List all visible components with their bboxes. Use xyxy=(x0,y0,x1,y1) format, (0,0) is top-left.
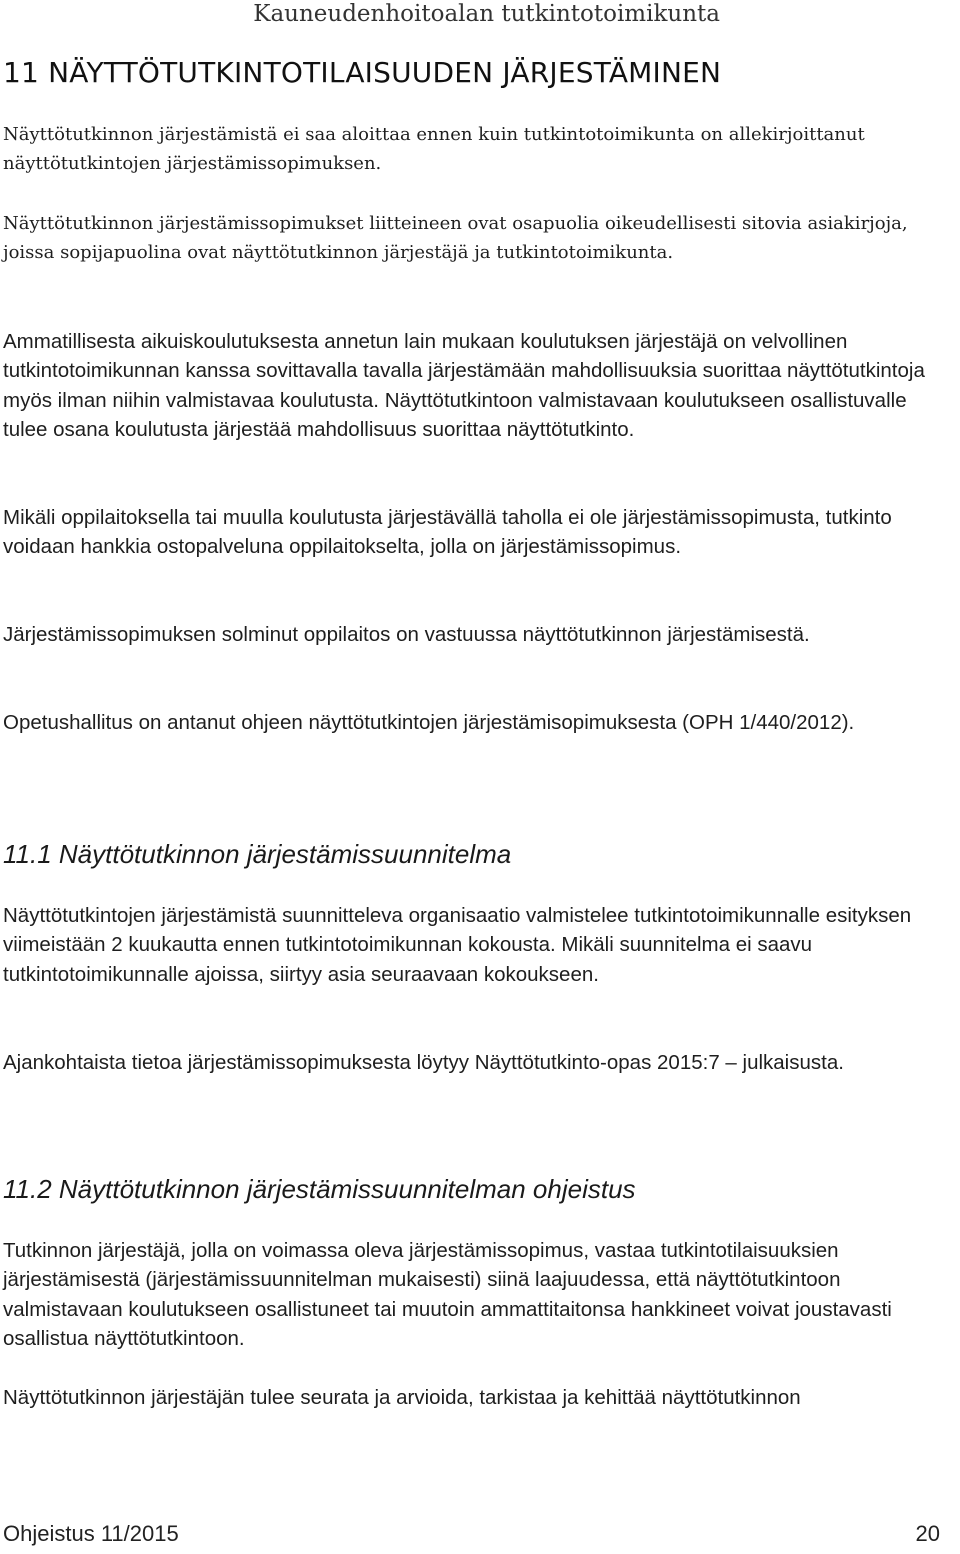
paragraph-agreement-required: Näyttötutkinnon järjestämistä ei saa aloittaa ennen kuin tutkintotoimikunta on allekirjoittanut näyttötutkintojen järjestämissopimuksen. xyxy=(3,124,865,175)
paragraph-no-agreement: Mikäli oppilaitoksella tai muulla koulutusta järjestävällä taholla ei ole järjestämissopimusta, tutkinto voidaan hankkia ostopalveluna oppilaitokselta, jolla on järjestämissopimus. xyxy=(3,506,892,559)
section-11-1-paragraph-plan: Näyttötutkintojen järjestämistä suunnitteleva organisaatio valmistelee tutkintotoimikunnalle esityksen viimeistään 2 kuukautta ennen tutkintotoimikunnan kokousta. Mikäli suunnitelma ei saavu tutkintotoimikunnalle ajoissa, siirtyy asia seuraavaan kokoukseen. xyxy=(3,904,912,986)
section-11-1-paragraph-guide: Ajankohtaista tietoa järjestämissopimuksesta löytyy Näyttötutkinto-opas 2015:7 – julkaisusta. xyxy=(3,1051,844,1074)
footer-document-version: Ohjeistus 11/2015 xyxy=(3,1521,179,1546)
section-heading-11-2: 11.2 Näyttötutkinnon järjestämissuunnitelman ohjeistus xyxy=(3,1174,636,1204)
section-heading-11-1: 11.1 Näyttötutkinnon järjestämissuunnitelma xyxy=(3,839,512,869)
chapter-title: 11 NÄYTTÖTUTKINTOTILAISUUDEN JÄRJESTÄMINEN xyxy=(3,56,722,89)
paragraph-binding-documents: Näyttötutkinnon järjestämissopimukset liitteineen ovat osapuolia oikeudellisesti sitovia asiakirjoja, joissa sopijapuolina ovat näyttötutkinnon järjestäjä ja tutkintotoimikunta. xyxy=(3,213,908,264)
page-number: 20 xyxy=(915,1521,940,1546)
page-footer xyxy=(3,1520,940,1548)
paragraph-legal-obligation: Ammatillisesta aikuiskoulutuksesta annetun lain mukaan koulutuksen järjestäjä on velvollinen tutkintotoimikunnan kanssa sovittavalla tavalla järjestämään mahdollisuuksia suorittaa näyttötutkintoja myös ilman niihin valmistavaa koulutusta. Näyttötutkintoon valmistavaan koulutukseen osallistuvalle tulee osana koulutusta järjestää mahdollisuus suorittaa näyttötutkinto. xyxy=(3,330,925,441)
running-header: Kauneudenhoitoalan tutkintotoimikunta xyxy=(253,1,720,27)
paragraph-responsibility: Järjestämissopimuksen solminut oppilaitos on vastuussa näyttötutkinnon järjestämisestä. xyxy=(3,623,810,646)
section-11-2-paragraph-follow-up: Näyttötutkinnon järjestäjän tulee seurata ja arvioida, tarkistaa ja kehittää näyttötutkinnon xyxy=(3,1386,801,1409)
section-11-2-paragraph-organizer: Tutkinnon järjestäjä, jolla on voimassa oleva järjestämissopimus, vastaa tutkintotilaisuuksien järjestämisestä (järjestämissuunnitelman mukaisesti) siinä laajuudessa, että näyttötutkintoon valmistavaan koulutukseen osallistuneet tai muutoin ammattitaitonsa hankkineet voivat joustavasti osallistua näyttötutkintoon. xyxy=(3,1239,892,1350)
paragraph-oph-instruction: Opetushallitus on antanut ohjeen näyttötutkintojen järjestämisopimuksesta (OPH 1/440/2012). xyxy=(3,711,855,734)
